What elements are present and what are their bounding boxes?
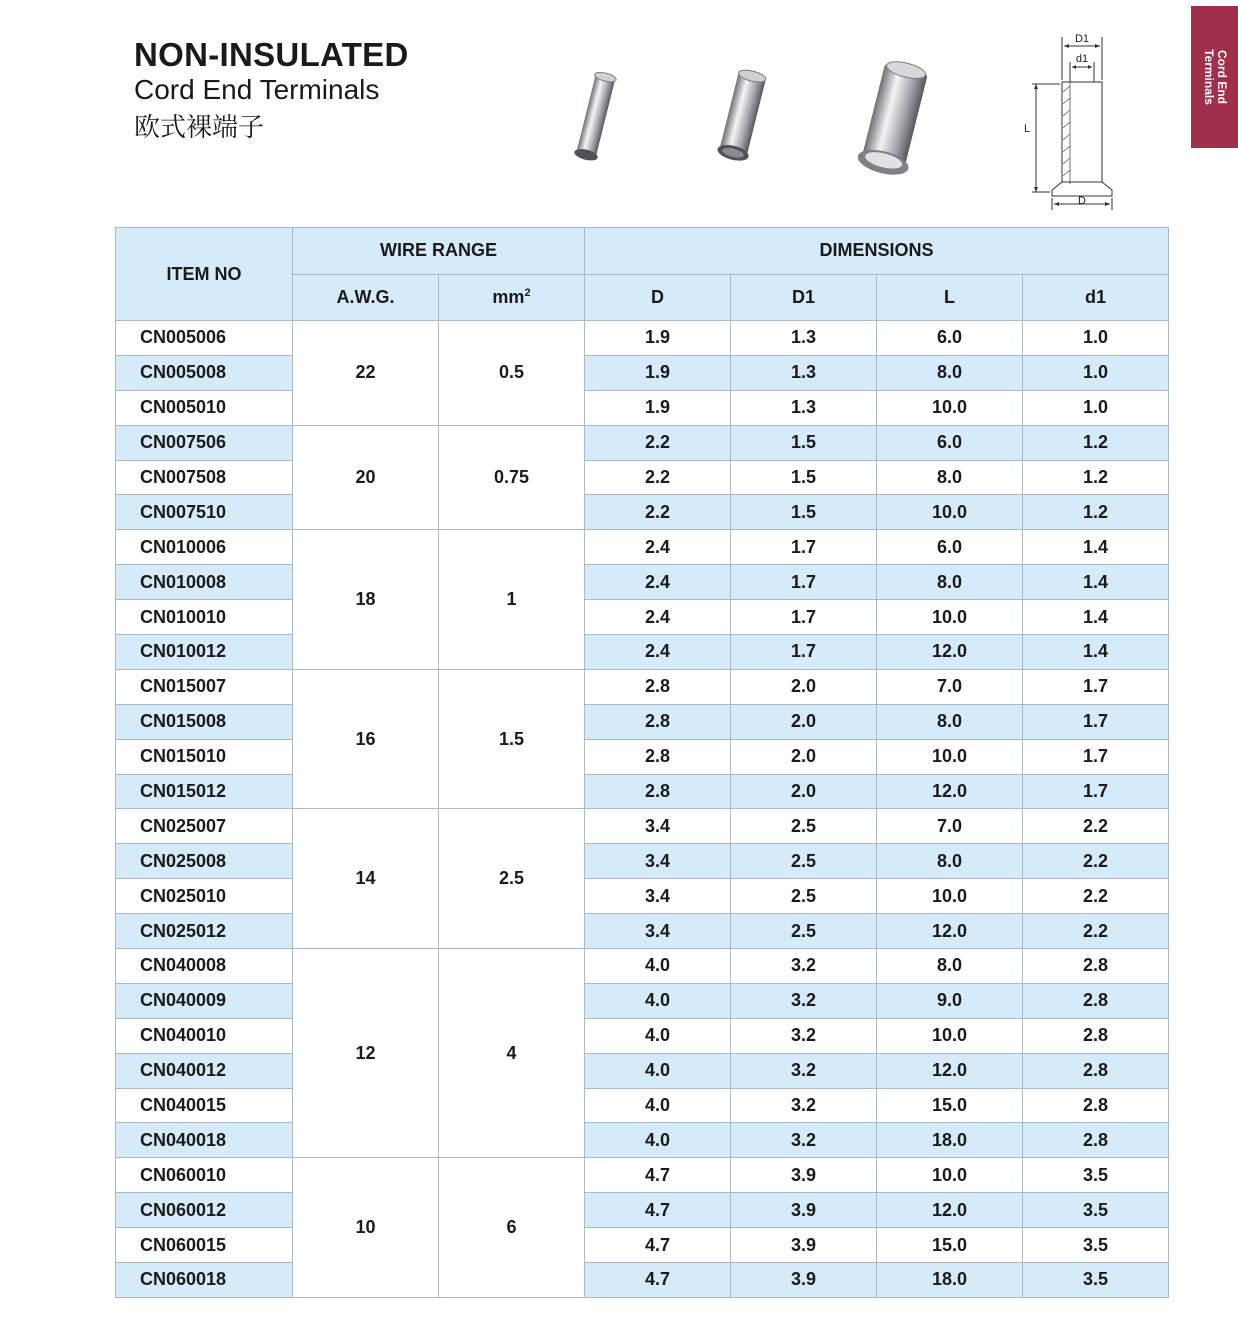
cell-D: 2.8: [585, 669, 731, 704]
table-row: [116, 774, 1169, 809]
cell-D1: 1.7: [731, 565, 877, 600]
cell-mm2: 0.75: [439, 425, 585, 530]
cell-mm2: 6: [439, 1158, 585, 1298]
cell-D: 4.0: [585, 1018, 731, 1053]
cell-item-no: CN015007: [116, 669, 293, 704]
cell-mm2: 2.5: [439, 809, 585, 949]
cell-D1: 1.5: [731, 460, 877, 495]
cell-L: 15.0: [877, 1228, 1023, 1263]
cell-item-no: CN010008: [116, 565, 293, 600]
cell-d1-small: 3.5: [1023, 1228, 1169, 1263]
cell-mm2: 4: [439, 949, 585, 1158]
table-row: [116, 635, 1169, 670]
cell-awg: 22: [293, 321, 439, 426]
cell-D: 2.2: [585, 495, 731, 530]
cell-item-no: CN040018: [116, 1123, 293, 1158]
cell-L: 10.0: [877, 600, 1023, 635]
cell-L: 12.0: [877, 774, 1023, 809]
cell-awg: 20: [293, 425, 439, 530]
table-row: [116, 530, 1169, 565]
cell-d1-small: 1.4: [1023, 635, 1169, 670]
cell-D1: 3.2: [731, 1088, 877, 1123]
cell-L: 8.0: [877, 844, 1023, 879]
page-subtitle: Cord End Terminals: [134, 74, 380, 105]
title-block: [134, 36, 409, 146]
cell-mm2: 1: [439, 530, 585, 670]
table-body: [116, 321, 1169, 1298]
cell-D: 2.8: [585, 704, 731, 739]
table-row: [116, 425, 1169, 460]
cell-item-no: CN005010: [116, 390, 293, 425]
cell-D1: 2.0: [731, 704, 877, 739]
cell-d1-small: 2.8: [1023, 1053, 1169, 1088]
cell-L: 15.0: [877, 1088, 1023, 1123]
cell-D: 3.4: [585, 914, 731, 949]
cell-L: 9.0: [877, 983, 1023, 1018]
cell-D1: 2.5: [731, 844, 877, 879]
table-row: [116, 1018, 1169, 1053]
cell-L: 8.0: [877, 565, 1023, 600]
cell-L: 12.0: [877, 1193, 1023, 1228]
cell-D: 2.4: [585, 635, 731, 670]
table-row: [116, 495, 1169, 530]
table-row: [116, 844, 1169, 879]
table-row: [116, 355, 1169, 390]
cell-L: 12.0: [877, 1053, 1023, 1088]
cell-d1-small: 2.2: [1023, 879, 1169, 914]
cell-d1-small: 1.0: [1023, 355, 1169, 390]
cell-D1: 3.9: [731, 1263, 877, 1298]
cell-item-no: CN015008: [116, 704, 293, 739]
cell-item-no: CN015010: [116, 739, 293, 774]
cell-awg: 16: [293, 669, 439, 809]
table-row: [116, 460, 1169, 495]
cell-item-no: CN040010: [116, 1018, 293, 1053]
cell-L: 18.0: [877, 1123, 1023, 1158]
cell-awg: 12: [293, 949, 439, 1158]
terminal-medium-image: [705, 66, 780, 176]
table-row: [116, 600, 1169, 635]
cell-D: 4.0: [585, 949, 731, 984]
cell-item-no: CN007506: [116, 425, 293, 460]
cell-mm2: 1.5: [439, 669, 585, 809]
cell-d1-small: 3.5: [1023, 1263, 1169, 1298]
cell-d1-small: 2.2: [1023, 809, 1169, 844]
cell-d1-small: 1.7: [1023, 739, 1169, 774]
cell-D: 4.0: [585, 1053, 731, 1088]
cell-D1: 1.7: [731, 635, 877, 670]
cell-D: 2.4: [585, 530, 731, 565]
cell-d1-small: 3.5: [1023, 1193, 1169, 1228]
table-row: [116, 1053, 1169, 1088]
cell-L: 8.0: [877, 355, 1023, 390]
cell-item-no: CN025007: [116, 809, 293, 844]
table-row: [116, 669, 1169, 704]
cell-L: 6.0: [877, 530, 1023, 565]
cell-L: 10.0: [877, 879, 1023, 914]
cell-D1: 3.2: [731, 983, 877, 1018]
cell-d1-small: 1.2: [1023, 460, 1169, 495]
cell-D1: 2.5: [731, 809, 877, 844]
header-L: L: [877, 274, 1023, 321]
cell-d1-small: 2.8: [1023, 949, 1169, 984]
cell-L: 10.0: [877, 390, 1023, 425]
cell-D: 1.9: [585, 390, 731, 425]
cell-L: 10.0: [877, 495, 1023, 530]
cell-D1: 3.2: [731, 949, 877, 984]
cell-D1: 2.0: [731, 774, 877, 809]
terminal-small-image: [560, 68, 630, 178]
cell-D: 1.9: [585, 355, 731, 390]
cell-item-no: CN010012: [116, 635, 293, 670]
cell-D: 3.4: [585, 879, 731, 914]
cell-D1: 1.5: [731, 495, 877, 530]
table-row: [116, 1123, 1169, 1158]
product-photos: [560, 60, 950, 190]
header-awg: A.W.G.: [293, 274, 439, 321]
table-row: [116, 1228, 1169, 1263]
cell-mm2: 0.5: [439, 321, 585, 426]
cell-d1-small: 1.0: [1023, 321, 1169, 356]
table-row: [116, 1263, 1169, 1298]
cell-d1-small: 1.2: [1023, 425, 1169, 460]
label-D: D: [1078, 195, 1086, 207]
label-D1: D1: [1074, 33, 1090, 45]
cell-d1-small: 1.7: [1023, 669, 1169, 704]
cell-D1: 1.3: [731, 390, 877, 425]
cell-D1: 1.7: [731, 530, 877, 565]
table-row: [116, 914, 1169, 949]
cell-d1-small: 2.8: [1023, 983, 1169, 1018]
cell-item-no: CN010010: [116, 600, 293, 635]
cell-L: 7.0: [877, 669, 1023, 704]
table-row: [116, 1158, 1169, 1193]
cell-item-no: CN040015: [116, 1088, 293, 1123]
cell-item-no: CN060012: [116, 1193, 293, 1228]
label-L: L: [1023, 123, 1031, 135]
cell-L: 12.0: [877, 635, 1023, 670]
cell-d1-small: 1.4: [1023, 530, 1169, 565]
cell-item-no: CN025012: [116, 914, 293, 949]
cell-D: 2.2: [585, 425, 731, 460]
cell-D1: 1.5: [731, 425, 877, 460]
cell-awg: 10: [293, 1158, 439, 1298]
cell-item-no: CN005006: [116, 321, 293, 356]
terminal-large-image: [845, 58, 945, 188]
cell-d1-small: 2.8: [1023, 1123, 1169, 1158]
page-title-chinese: 欧式裸端子: [134, 113, 265, 143]
cell-item-no: CN025008: [116, 844, 293, 879]
cell-d1-small: 1.7: [1023, 774, 1169, 809]
cell-d1-small: 1.4: [1023, 600, 1169, 635]
header-D: D: [585, 274, 731, 321]
header-wire-range: WIRE RANGE: [293, 228, 585, 275]
section-tab-label: Cord End Terminals: [1201, 49, 1229, 105]
section-tab: [1191, 6, 1238, 148]
cell-d1-small: 2.8: [1023, 1018, 1169, 1053]
header-item-no: ITEM NO: [116, 228, 293, 321]
specification-table: [115, 227, 1169, 1298]
cell-D1: 2.0: [731, 669, 877, 704]
cell-item-no: CN040012: [116, 1053, 293, 1088]
cell-L: 7.0: [877, 809, 1023, 844]
cell-D1: 2.5: [731, 914, 877, 949]
cell-L: 8.0: [877, 949, 1023, 984]
cell-item-no: CN010006: [116, 530, 293, 565]
cell-D: 2.2: [585, 460, 731, 495]
cell-D1: 2.5: [731, 879, 877, 914]
cell-L: 6.0: [877, 425, 1023, 460]
cell-L: 18.0: [877, 1263, 1023, 1298]
cell-L: 8.0: [877, 460, 1023, 495]
cell-awg: 14: [293, 809, 439, 949]
cell-item-no: CN015012: [116, 774, 293, 809]
cell-D: 4.7: [585, 1193, 731, 1228]
cell-D: 4.7: [585, 1263, 731, 1298]
cell-D: 2.4: [585, 565, 731, 600]
cell-D: 4.0: [585, 1123, 731, 1158]
cell-d1-small: 2.2: [1023, 844, 1169, 879]
cell-item-no: CN007510: [116, 495, 293, 530]
cell-d1-small: 1.2: [1023, 495, 1169, 530]
table-row: [116, 1193, 1169, 1228]
cell-D1: 3.9: [731, 1228, 877, 1263]
cell-L: 10.0: [877, 1158, 1023, 1193]
table-row: [116, 983, 1169, 1018]
cell-item-no: CN025010: [116, 879, 293, 914]
cell-awg: 18: [293, 530, 439, 670]
cell-d1-small: 3.5: [1023, 1158, 1169, 1193]
cell-D1: 3.9: [731, 1193, 877, 1228]
cell-d1-small: 1.7: [1023, 704, 1169, 739]
table-row: [116, 704, 1169, 739]
cell-D1: 3.2: [731, 1018, 877, 1053]
page-title: NON-INSULATED: [134, 36, 409, 73]
cell-D: 2.8: [585, 739, 731, 774]
cell-D: 2.8: [585, 774, 731, 809]
cell-d1-small: 2.2: [1023, 914, 1169, 949]
header-d1-small: d1: [1023, 274, 1169, 321]
cell-D1: 3.2: [731, 1123, 877, 1158]
cell-D1: 1.7: [731, 600, 877, 635]
cell-D: 4.0: [585, 983, 731, 1018]
header-dimensions: DIMENSIONS: [585, 228, 1169, 275]
header-D1: D1: [731, 274, 877, 321]
cell-D: 1.9: [585, 321, 731, 356]
cell-L: 10.0: [877, 1018, 1023, 1053]
cell-D: 4.0: [585, 1088, 731, 1123]
cell-d1-small: 2.8: [1023, 1088, 1169, 1123]
cell-L: 12.0: [877, 914, 1023, 949]
cell-D1: 3.9: [731, 1158, 877, 1193]
cell-item-no: CN005008: [116, 355, 293, 390]
cell-D: 2.4: [585, 600, 731, 635]
cell-D1: 2.0: [731, 739, 877, 774]
cell-D: 3.4: [585, 809, 731, 844]
table-row: [116, 949, 1169, 984]
table-row: [116, 879, 1169, 914]
cell-d1-small: 1.4: [1023, 565, 1169, 600]
cell-L: 8.0: [877, 704, 1023, 739]
cell-L: 6.0: [877, 321, 1023, 356]
cell-item-no: CN040009: [116, 983, 293, 1018]
cell-d1-small: 1.0: [1023, 390, 1169, 425]
cell-D1: 3.2: [731, 1053, 877, 1088]
label-d1: d1: [1075, 53, 1089, 65]
cell-L: 10.0: [877, 739, 1023, 774]
dimension-diagram: [1020, 32, 1130, 217]
table-row: [116, 321, 1169, 356]
cell-item-no: CN040008: [116, 949, 293, 984]
cell-item-no: CN060015: [116, 1228, 293, 1263]
table-row: [116, 565, 1169, 600]
cell-item-no: CN060010: [116, 1158, 293, 1193]
table-row: [116, 809, 1169, 844]
cell-D: 4.7: [585, 1228, 731, 1263]
cell-D: 4.7: [585, 1158, 731, 1193]
cell-item-no: CN007508: [116, 460, 293, 495]
cell-item-no: CN060018: [116, 1263, 293, 1298]
cell-D1: 1.3: [731, 355, 877, 390]
cell-D: 3.4: [585, 844, 731, 879]
table-row: [116, 390, 1169, 425]
cell-D1: 1.3: [731, 321, 877, 356]
table-row: [116, 739, 1169, 774]
table-row: [116, 1088, 1169, 1123]
header-mm2: $mm^2$: [439, 274, 585, 321]
